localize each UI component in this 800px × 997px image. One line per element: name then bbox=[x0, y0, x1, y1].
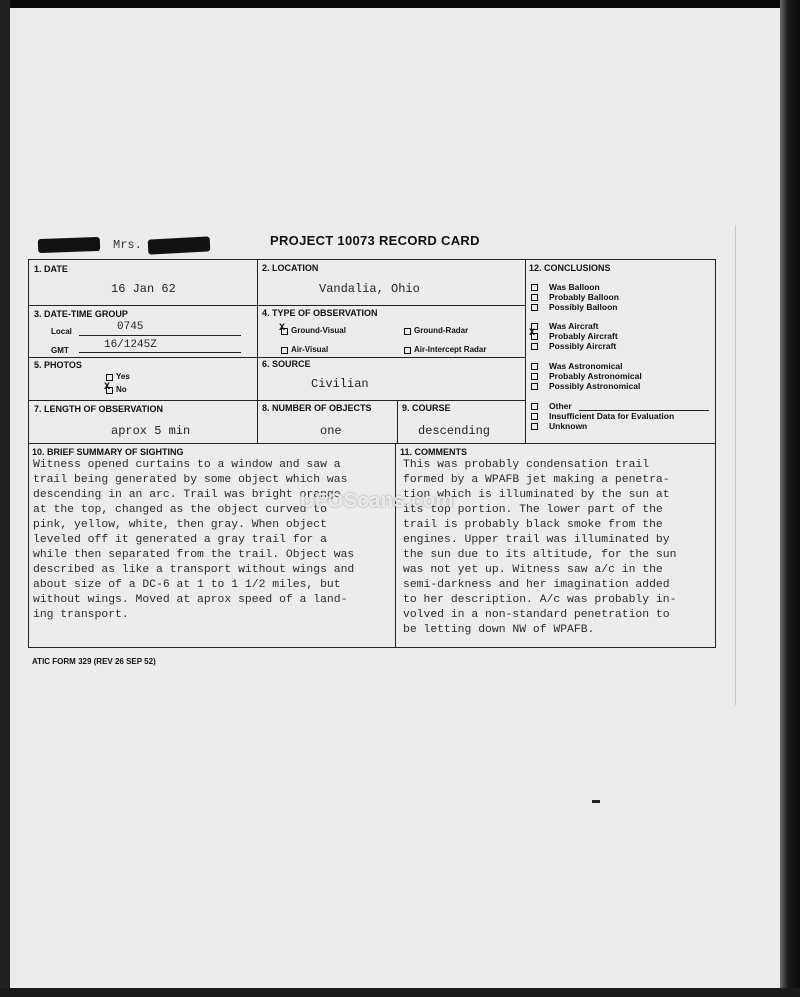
summary-label: 10. BRIEF SUMMARY OF SIGHTING bbox=[32, 447, 184, 457]
checkbox-was-astronomical[interactable] bbox=[531, 363, 538, 370]
summary-line: at the top, changed as the object curved to bbox=[33, 504, 327, 516]
comments-line: be letting down NW of WPAFB. bbox=[403, 624, 595, 636]
scan-edge-right bbox=[780, 0, 800, 997]
checkbox-was-balloon[interactable] bbox=[531, 284, 538, 291]
summary-line: descending in an arc. Trail was bright orange bbox=[33, 489, 341, 501]
divider bbox=[29, 400, 525, 401]
conclusion-possibly-astronomical: Possibly Astronomical bbox=[549, 381, 641, 391]
witness-name-prefix: Mrs. bbox=[113, 238, 142, 252]
conclusion-was-balloon: Was Balloon bbox=[549, 282, 600, 292]
obs-type-label: 4. TYPE OF OBSERVATION bbox=[262, 308, 378, 318]
dtg-label: 3. DATE-TIME GROUP bbox=[34, 309, 128, 319]
gmt-line bbox=[79, 352, 241, 353]
gmt-label: GMT bbox=[51, 346, 69, 355]
comments-line: semi-darkness and her imagination added bbox=[403, 579, 670, 591]
comments-line: its top portion. The lower part of the bbox=[403, 504, 663, 516]
gmt-value: 16/1245Z bbox=[104, 339, 157, 351]
redaction-mark bbox=[38, 237, 100, 253]
scan-edge-left bbox=[0, 0, 10, 997]
summary-line: Witness opened curtains to a window and saw a bbox=[33, 459, 341, 471]
conclusion-possibly-aircraft: Possibly Aircraft bbox=[549, 341, 617, 351]
date-value: 16 Jan 62 bbox=[111, 282, 176, 296]
summary-line: about size of a DC-6 at 1 to 1 1/2 miles, but bbox=[33, 579, 341, 591]
comments-line: was not yet up. Witness saw a/c in the bbox=[403, 564, 663, 576]
photos-yes-label: Yes bbox=[116, 372, 130, 381]
comments-line: trail is probably black smoke from the bbox=[403, 519, 663, 531]
conclusion-insufficient-data: Insufficient Data for Evaluation bbox=[549, 411, 675, 421]
page-title: PROJECT 10073 RECORD CARD bbox=[270, 233, 480, 248]
comments-text bbox=[403, 458, 676, 638]
location-label: 2. LOCATION bbox=[262, 263, 319, 273]
divider bbox=[397, 400, 398, 443]
summary-line: trail being generated by some object which was bbox=[33, 474, 348, 486]
summary-line: while then separated from the trail. Object was bbox=[33, 549, 355, 561]
paper-fold-line bbox=[735, 225, 736, 705]
checkbox-photos-yes[interactable] bbox=[106, 374, 113, 381]
location-value: Vandalia, Ohio bbox=[319, 282, 420, 296]
comments-line: formed by a WPAFB jet making a penetra- bbox=[403, 474, 670, 486]
comments-line: This was probably condensation trail bbox=[403, 459, 650, 471]
checkbox-possibly-balloon[interactable] bbox=[531, 304, 538, 311]
checkbox-insufficient-data[interactable] bbox=[531, 413, 538, 420]
summary-line: described as like a transport without wings and bbox=[33, 564, 355, 576]
comments-line: volved in a non-standard penetration to bbox=[403, 609, 670, 621]
summary-line: ing transport. bbox=[33, 609, 129, 621]
summary-text bbox=[33, 458, 354, 623]
conclusion-was-astronomical: Was Astronomical bbox=[549, 361, 623, 371]
local-line bbox=[79, 335, 241, 336]
comments-line: engines. Upper trail was illuminated by bbox=[403, 534, 670, 546]
air-visual-label: Air-Visual bbox=[291, 345, 329, 354]
photos-no-label: No bbox=[116, 385, 127, 394]
checkmark-icon: X bbox=[279, 323, 286, 334]
divider bbox=[29, 443, 715, 444]
conclusions-label: 12. CONCLUSIONS bbox=[529, 263, 611, 273]
checkbox-unknown[interactable] bbox=[531, 423, 538, 430]
length-value: aprox 5 min bbox=[111, 424, 191, 438]
checkbox-other[interactable] bbox=[531, 403, 538, 410]
course-label: 9. COURSE bbox=[402, 403, 451, 413]
summary-line: leveled off it generated a gray trail for a bbox=[33, 534, 327, 546]
comments-line: tion which is illuminated by the sun at bbox=[403, 489, 670, 501]
objects-label: 8. NUMBER OF OBJECTS bbox=[262, 403, 372, 413]
ground-radar-label: Ground-Radar bbox=[414, 326, 469, 335]
summary-line: without wings. Moved at aprox speed of a land- bbox=[33, 594, 348, 606]
watermark: UFOScans.com bbox=[300, 490, 454, 512]
length-label: 7. LENGTH OF OBSERVATION bbox=[34, 404, 164, 414]
checkbox-possibly-astronomical[interactable] bbox=[531, 383, 538, 390]
photos-label: 5. PHOTOS bbox=[34, 360, 82, 370]
local-label: Local bbox=[51, 327, 72, 336]
checkbox-possibly-aircraft[interactable] bbox=[531, 343, 538, 350]
checkbox-probably-astronomical[interactable] bbox=[531, 373, 538, 380]
comments-label: 11. COMMENTS bbox=[400, 447, 468, 457]
conclusion-was-aircraft: Was Aircraft bbox=[549, 321, 599, 331]
checkmark-icon: X bbox=[529, 328, 536, 339]
objects-value: one bbox=[320, 424, 342, 438]
date-label: 1. DATE bbox=[34, 264, 68, 274]
checkbox-probably-balloon[interactable] bbox=[531, 294, 538, 301]
divider bbox=[257, 260, 258, 443]
conclusion-possibly-balloon: Possibly Balloon bbox=[549, 302, 618, 312]
conclusion-probably-astronomical: Probably Astronomical bbox=[549, 371, 642, 381]
source-value: Civilian bbox=[311, 377, 369, 391]
local-value: 0745 bbox=[117, 321, 144, 333]
checkbox-air-visual[interactable] bbox=[281, 347, 288, 354]
conclusion-probably-aircraft: Probably Aircraft bbox=[549, 331, 618, 341]
conclusion-other: Other bbox=[549, 401, 572, 411]
scan-edge-bottom bbox=[0, 988, 800, 997]
conclusion-probably-balloon: Probably Balloon bbox=[549, 292, 619, 302]
divider bbox=[395, 443, 396, 648]
comments-line: the sun due to its altitude, for the sun bbox=[403, 549, 677, 561]
record-card bbox=[28, 259, 716, 648]
ground-visual-label: Ground-Visual bbox=[291, 326, 346, 335]
divider bbox=[29, 357, 525, 358]
divider bbox=[525, 260, 526, 443]
scan-edge-top bbox=[0, 0, 800, 8]
source-label: 6. SOURCE bbox=[262, 359, 311, 369]
checkmark-icon: X bbox=[104, 382, 111, 393]
scan-speck bbox=[592, 800, 600, 803]
checkbox-air-intercept-radar[interactable] bbox=[404, 347, 411, 354]
conclusion-unknown: Unknown bbox=[549, 421, 588, 431]
comments-line: to her description. A/c was probably in- bbox=[403, 594, 677, 606]
checkbox-ground-radar[interactable] bbox=[404, 328, 411, 335]
form-footer: ATIC FORM 329 (REV 26 SEP 52) bbox=[32, 657, 156, 666]
summary-line: pink, yellow, white, then gray. When object bbox=[33, 519, 327, 531]
air-intercept-label: Air-Intercept Radar bbox=[414, 345, 487, 354]
divider bbox=[29, 305, 525, 306]
course-value: descending bbox=[418, 424, 491, 438]
